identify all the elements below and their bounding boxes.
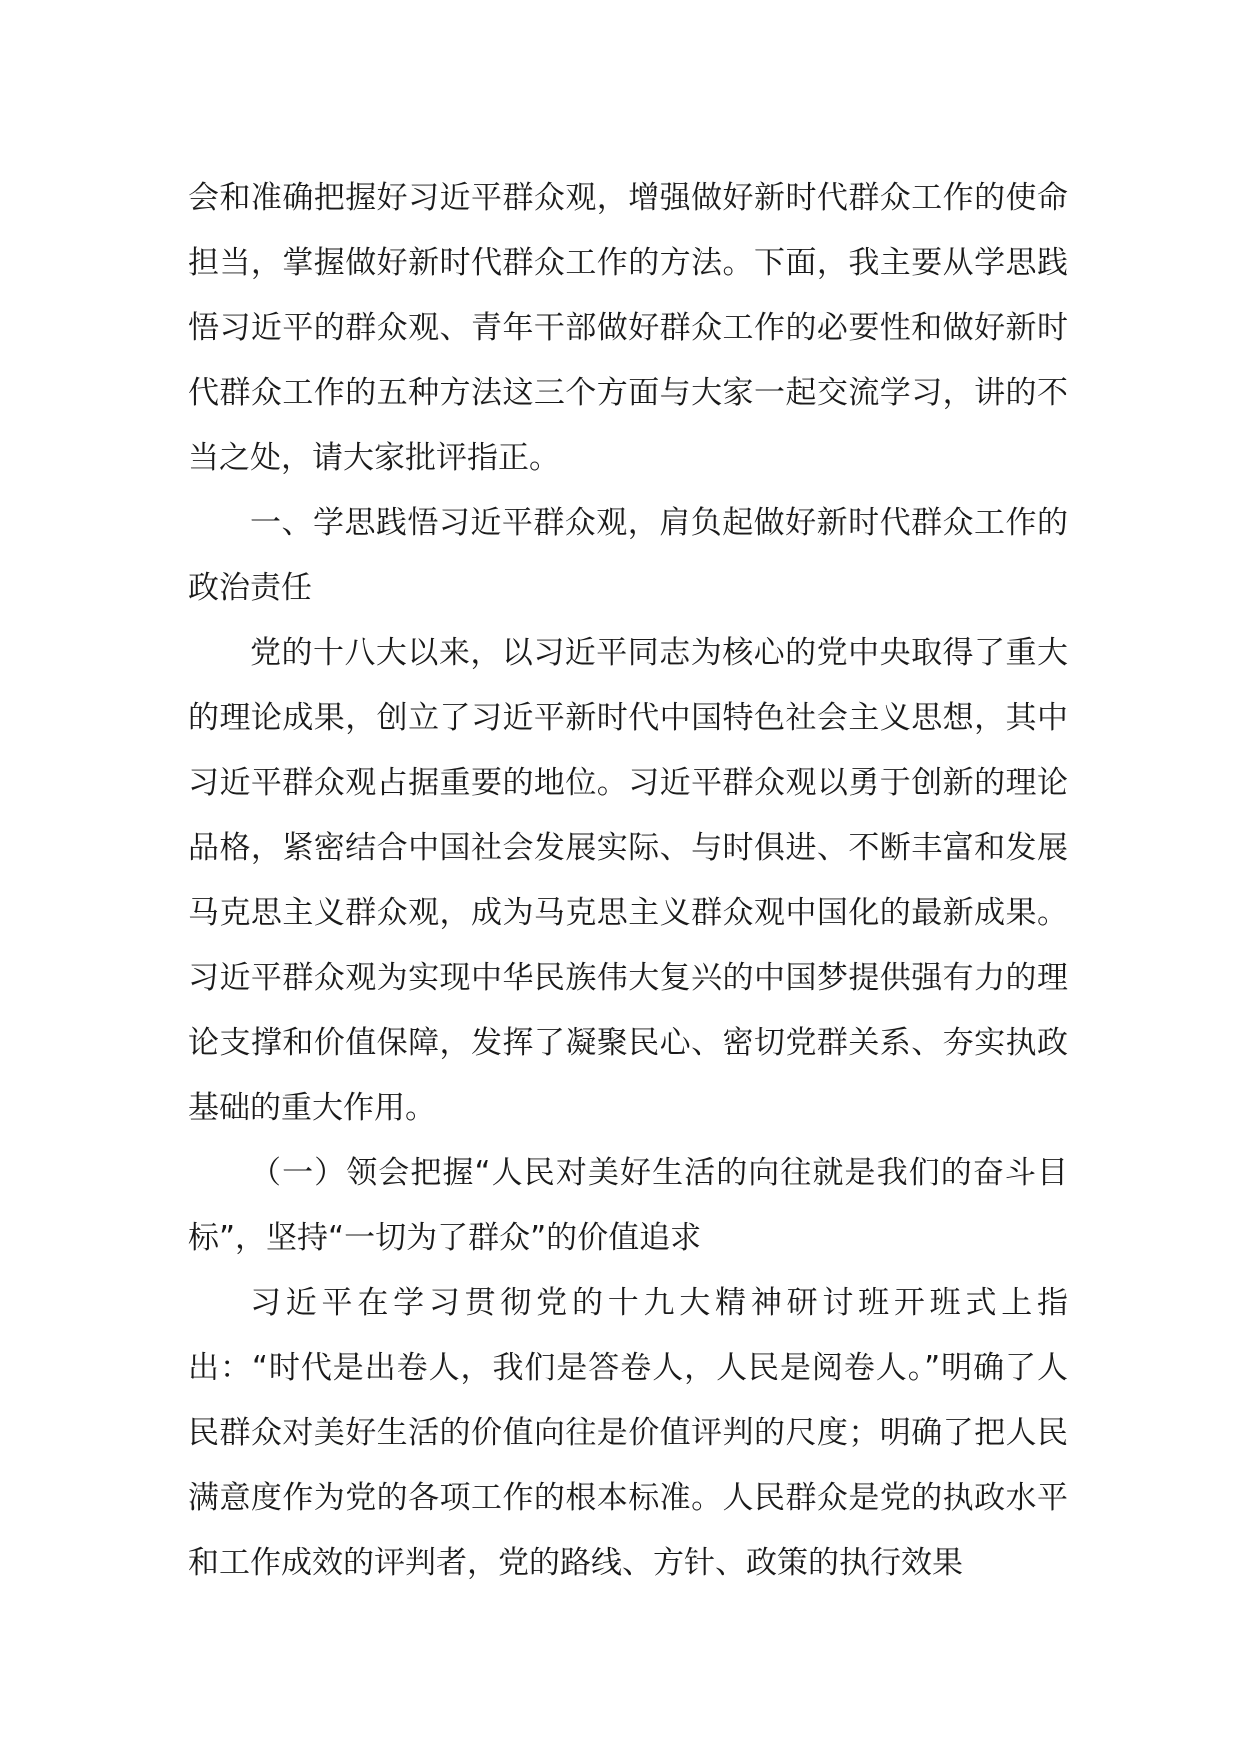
subsection-heading: （一）领会把握“人民对美好生活的向往就是我们的奋斗目标”，坚持“一切为了群众”的价值追求 — [188, 1155, 1068, 1256]
paragraph-body: 党的十八大以来，以习近平同志为核心的党中央取得了重大的理论成果，创立了习近平新时代中国特色社会主义思想，其中习近平群众观占据重要的地位。习近平群众观以勇于创新的理论品格，紧密结合中国社会发展实际、与时俱进、不断丰富和发展马克思主义群众观，成为马克思主义群众观中国化的最新成果。习近平群众观为实现中华民族伟大复兴的中国梦提供强有力的理论支撑和价值保障，发挥了凝聚民心、密切党群关系、夯实执政基础的重大作用。 — [188, 635, 1068, 1126]
section-heading: 一、学思践悟习近平群众观，肩负起做好新时代群众工作的政治责任 — [188, 505, 1068, 606]
document-body — [188, 166, 1068, 1596]
paragraph-body: 习近平在学习贯彻党的十九大精神研讨班开班式上指出：“时代是出卷人，我们是答卷人，人民是阅卷人。”明确了人民群众对美好生活的价值向往是价值评判的尺度；明确了把人民满意度作为党的各项工作的根本标准。人民群众是党的执政水平和工作成效的评判者，党的路线、方针、政策的执行效果 — [188, 1285, 1068, 1581]
paragraph-continued: 会和准确把握好习近平群众观，增强做好新时代群众工作的使命担当，掌握做好新时代群众工作的方法。下面，我主要从学思践悟习近平的群众观、青年干部做好群众工作的必要性和做好新时代群众工作的五种方法这三个方面与大家一起交流学习，讲的不当之处，请大家批评指正。 — [188, 180, 1068, 476]
